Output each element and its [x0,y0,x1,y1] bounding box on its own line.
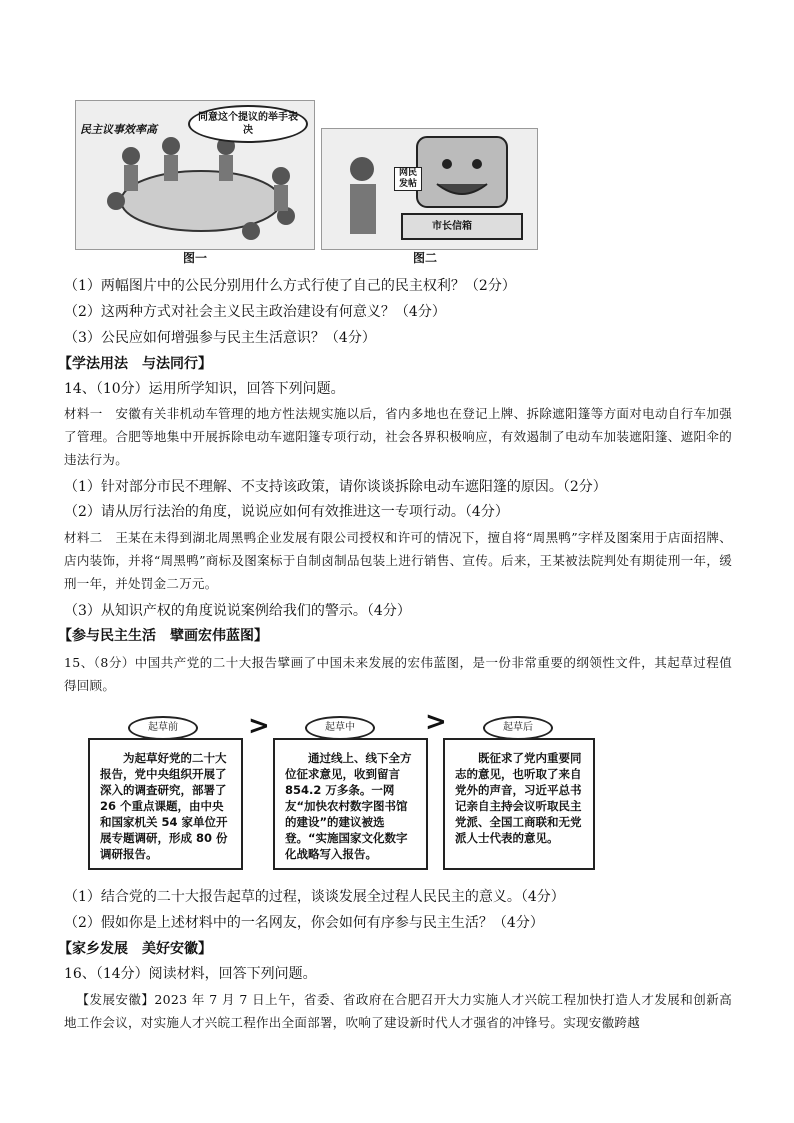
figure-1-meeting-image [75,100,315,250]
figure-2-paper-label: 网民发帖 [394,167,422,191]
figure-2-mailbox-label: 市长信箱 [432,221,472,232]
q14-material-1: 材料一 安徽有关非机动车管理的地方性法规实施以后，省内多地也在登记上牌、拆除遮阳篷等方面对电动自行车加强了管理。合肥等地集中开展拆除电动车遮阳篷专项行动，社会各界积极响应，有效遏制了电动车加装遮阳篷、遮阳伞的违法行为。 [64,406,732,467]
q16-head: 16、（14分）阅读材料，回答下列问题。 [64,966,317,982]
section-democracy-heading: 【参与民主生活 擘画宏伟蓝图】 [58,628,268,644]
q13-sub-3: （3）公民应如何增强参与民主生活意识？（4分） [64,330,376,346]
figure-1-banner: 民主议事效率高 [80,123,157,136]
figure-2-caption: 图二 [413,251,438,265]
stage-3-box: 既征求了党内重要同志的意见，也听取了来自党外的声音，习近平总书记亲自主持会议听取民主党派、全国工商联和无党派人士代表的意见。 [443,738,595,870]
q14-sub-3: （3）从知识产权的角度说说案例给我们的警示。（4分） [64,603,411,619]
q15-head: 15、（8分）中国共产党的二十大报告擘画了中国未来发展的宏伟蓝图，是一份非常重要的纲领性文件，其起草过程值得回顾。 [64,655,732,693]
q14-sub-2: （2）请从厉行法治的角度，说说应如何有效推进这一专项行动。（4分） [64,504,509,520]
figure-2-computer-image [321,128,538,250]
computer-illustration [322,129,537,249]
q13-sub-1: （1）两幅图片中的公民分别用什么方式行使了自己的民主权利？（2分） [64,278,516,294]
q13-sub-2: （2）这两种方式对社会主义民主政治建设有何意义？（4分） [64,304,446,320]
stage-3-label: 起草后 [483,716,553,740]
stage-2-label: 起草中 [305,716,375,740]
section-hometown-heading: 【家乡发展 美好安徽】 [58,941,212,957]
q14-head: 14、（10分）运用所学知识，回答下列问题。 [64,381,345,397]
figure-1-caption: 图一 [183,251,208,265]
q16-material: 【发展安徽】2023 年 7 月 7 日上午，省委、省政府在合肥召开大力实施人才兴皖工程加快打造人才发展和创新高地工作会议，对实施人才兴皖工程作出全面部署，吹响了建设新时代人才强省的冲锋号。实现安徽跨越 [64,992,732,1030]
arrow-right-icon: > [248,711,270,741]
stage-1-label: 起草前 [128,716,198,740]
q15-sub-1: （1）结合党的二十大报告起草的过程，谈谈发展全过程人民民主的意义。（4分） [64,889,565,905]
section-law-heading: 【学法用法 与法同行】 [58,356,212,372]
figure-1-speech-bubble: 同意这个提议的举手表决 [188,105,308,143]
stage-2-box: 通过线上、线下全方位征求意见，收到留言 854.2 万多条。一网友“加快农村数字图书馆的建设”的建议被选登。“实施国家文化数字化战略写入报告。 [273,738,428,870]
q14-sub-1: （1）针对部分市民不理解、不支持该政策，请你谈谈拆除电动车遮阳篷的原因。（2分） [64,479,607,495]
q15-sub-2: （2）假如你是上述材料中的一名网友，你会如何有序参与民主生活？（4分） [64,915,544,931]
q14-material-2: 材料二 王某在未得到湖北周黑鸭企业发展有限公司授权和许可的情况下，擅自将“周黑鸭”字样及图案用于店面招牌、店内装饰，并将“周黑鸭”商标及图案标于自制卤制品包装上进行销售、宣传。后来，王某被法院判处有期徒刑一年，缓刑一年，并处罚金二万元。 [64,530,732,591]
arrow-right-icon: > [425,707,447,737]
stage-1-box: 为起草好党的二十大报告，党中央组织开展了深入的调查研究，部署了 26 个重点课题，由中央和国家机关 54 家单位开展专题调研，形成 80 份调研报告。 [88,738,243,870]
